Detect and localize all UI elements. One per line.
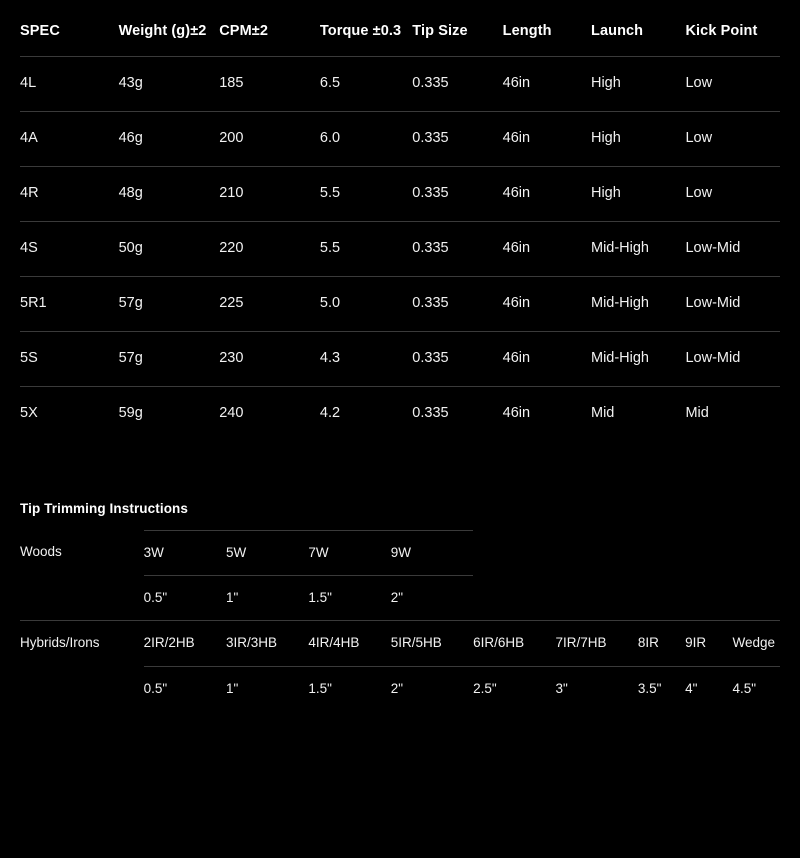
cell-kick: Low bbox=[685, 112, 780, 167]
cell-spec: 4S bbox=[20, 222, 119, 277]
table-row bbox=[20, 167, 780, 222]
cell-launch: Mid-High bbox=[591, 277, 685, 332]
hyb-trim-9: 4" bbox=[685, 666, 732, 711]
cell-tip: 0.335 bbox=[412, 167, 502, 222]
cell-spec: 5X bbox=[20, 387, 119, 441]
hyb-trim-7: 3" bbox=[555, 666, 637, 711]
woods-empty-5 bbox=[733, 530, 780, 575]
cell-length: 46in bbox=[503, 277, 591, 332]
cell-torque: 5.0 bbox=[320, 277, 412, 332]
hyb-trim-6: 2.5" bbox=[473, 666, 555, 711]
spec-table-header-row bbox=[20, 14, 780, 57]
cell-cpm: 200 bbox=[219, 112, 320, 167]
cell-weight: 48g bbox=[119, 167, 220, 222]
hyb-club-wedge: Wedge bbox=[733, 621, 780, 666]
column-header-cpm: CPM±2 bbox=[219, 23, 268, 39]
cell-kick: Low-Mid bbox=[685, 277, 780, 332]
table-row bbox=[20, 222, 780, 277]
woods-clubs-row bbox=[20, 530, 780, 575]
hyb-club-6: 6IR/6HB bbox=[473, 621, 555, 666]
cell-kick: Low bbox=[685, 167, 780, 222]
hyb-club-7: 7IR/7HB bbox=[555, 621, 637, 666]
tip-trimming-table bbox=[20, 530, 780, 711]
cell-launch: High bbox=[591, 112, 685, 167]
cell-tip: 0.335 bbox=[412, 112, 502, 167]
cell-length: 46in bbox=[503, 332, 591, 387]
cell-spec: 4R bbox=[20, 167, 119, 222]
woods-trim-empty-3 bbox=[638, 576, 685, 621]
column-header-weight: Weight (g)±2 bbox=[118, 23, 207, 39]
hyb-club-4: 4IR/4HB bbox=[308, 621, 390, 666]
woods-trim-empty-2 bbox=[555, 576, 637, 621]
table-row bbox=[20, 57, 780, 112]
hybrids-irons-trim-row bbox=[20, 666, 780, 711]
hyb-trim-label-empty bbox=[20, 666, 144, 711]
cell-kick: Low-Mid bbox=[685, 222, 780, 277]
cell-weight: 59g bbox=[119, 387, 220, 441]
cell-launch: High bbox=[591, 57, 685, 112]
hybrids-irons-label: Hybrids/Irons bbox=[20, 621, 144, 666]
hyb-club-5: 5IR/5HB bbox=[391, 621, 473, 666]
column-header-length: Length bbox=[502, 23, 552, 39]
cell-spec: 4L bbox=[20, 57, 119, 112]
column-header-spec: SPEC bbox=[20, 23, 60, 39]
woods-trim-7w: 1.5" bbox=[308, 576, 390, 621]
cell-torque: 5.5 bbox=[320, 167, 412, 222]
cell-cpm: 240 bbox=[219, 387, 320, 441]
column-header-torque: Torque ±0.3 bbox=[319, 23, 402, 39]
cell-weight: 50g bbox=[119, 222, 220, 277]
cell-launch: Mid-High bbox=[591, 222, 685, 277]
cell-launch: High bbox=[591, 167, 685, 222]
table-row bbox=[20, 277, 780, 332]
cell-length: 46in bbox=[503, 387, 591, 441]
woods-trim-empty-5 bbox=[733, 576, 780, 621]
woods-club-5w: 5W bbox=[226, 530, 308, 575]
hyb-club-3: 3IR/3HB bbox=[226, 621, 308, 666]
woods-club-7w: 7W bbox=[308, 530, 390, 575]
cell-cpm: 225 bbox=[219, 277, 320, 332]
woods-trim-label-empty bbox=[20, 576, 144, 621]
cell-length: 46in bbox=[503, 57, 591, 112]
cell-tip: 0.335 bbox=[412, 222, 502, 277]
hyb-club-9: 9IR bbox=[685, 621, 732, 666]
table-row bbox=[20, 332, 780, 387]
hyb-club-8: 8IR bbox=[638, 621, 685, 666]
woods-trim-3w: 0.5" bbox=[144, 576, 226, 621]
cell-cpm: 185 bbox=[219, 57, 320, 112]
woods-trim-9w: 2" bbox=[391, 576, 473, 621]
cell-cpm: 230 bbox=[219, 332, 320, 387]
cell-tip: 0.335 bbox=[412, 277, 502, 332]
woods-trim-empty-1 bbox=[473, 576, 555, 621]
cell-spec: 4A bbox=[20, 112, 119, 167]
table-row bbox=[20, 112, 780, 167]
cell-tip: 0.335 bbox=[412, 387, 502, 441]
hyb-trim-5: 2" bbox=[391, 666, 473, 711]
table-row bbox=[20, 387, 780, 441]
hyb-trim-3: 1" bbox=[226, 666, 308, 711]
cell-length: 46in bbox=[503, 112, 591, 167]
hybrids-irons-clubs-row bbox=[20, 621, 780, 666]
cell-spec: 5R1 bbox=[20, 277, 119, 332]
woods-trim-empty-4 bbox=[685, 576, 732, 621]
woods-empty-3 bbox=[638, 530, 685, 575]
cell-tip: 0.335 bbox=[412, 332, 502, 387]
woods-club-3w: 3W bbox=[144, 530, 226, 575]
hyb-club-2: 2IR/2HB bbox=[144, 621, 226, 666]
tip-trimming-title: Tip Trimming Instructions bbox=[20, 500, 189, 516]
cell-launch: Mid bbox=[591, 387, 685, 441]
cell-weight: 57g bbox=[119, 332, 220, 387]
cell-cpm: 210 bbox=[219, 167, 320, 222]
hyb-trim-wedge: 4.5" bbox=[733, 666, 780, 711]
hyb-trim-8: 3.5" bbox=[638, 666, 685, 711]
cell-torque: 5.5 bbox=[320, 222, 412, 277]
cell-torque: 6.5 bbox=[320, 57, 412, 112]
woods-trim-5w: 1" bbox=[226, 576, 308, 621]
cell-length: 46in bbox=[503, 222, 591, 277]
cell-torque: 4.3 bbox=[320, 332, 412, 387]
cell-weight: 57g bbox=[119, 277, 220, 332]
woods-empty-2 bbox=[555, 530, 637, 575]
cell-length: 46in bbox=[503, 167, 591, 222]
cell-kick: Low bbox=[685, 57, 780, 112]
woods-empty-1 bbox=[473, 530, 555, 575]
hyb-trim-2: 0.5" bbox=[144, 666, 226, 711]
cell-weight: 43g bbox=[119, 57, 220, 112]
cell-weight: 46g bbox=[119, 112, 220, 167]
cell-launch: Mid-High bbox=[591, 332, 685, 387]
column-header-kick-point: Kick Point bbox=[685, 23, 758, 39]
cell-torque: 6.0 bbox=[320, 112, 412, 167]
column-header-tip-size: Tip Size bbox=[412, 23, 468, 39]
hyb-trim-4: 1.5" bbox=[308, 666, 390, 711]
cell-cpm: 220 bbox=[219, 222, 320, 277]
cell-torque: 4.2 bbox=[320, 387, 412, 441]
cell-kick: Mid bbox=[685, 387, 780, 441]
shaft-spec-table bbox=[20, 14, 780, 441]
woods-trim-row bbox=[20, 576, 780, 621]
column-header-launch: Launch bbox=[590, 23, 644, 39]
cell-kick: Low-Mid bbox=[685, 332, 780, 387]
woods-club-9w: 9W bbox=[391, 530, 473, 575]
cell-spec: 5S bbox=[20, 332, 119, 387]
woods-label: Woods bbox=[20, 544, 62, 560]
woods-empty-4 bbox=[685, 530, 732, 575]
cell-tip: 0.335 bbox=[412, 57, 502, 112]
